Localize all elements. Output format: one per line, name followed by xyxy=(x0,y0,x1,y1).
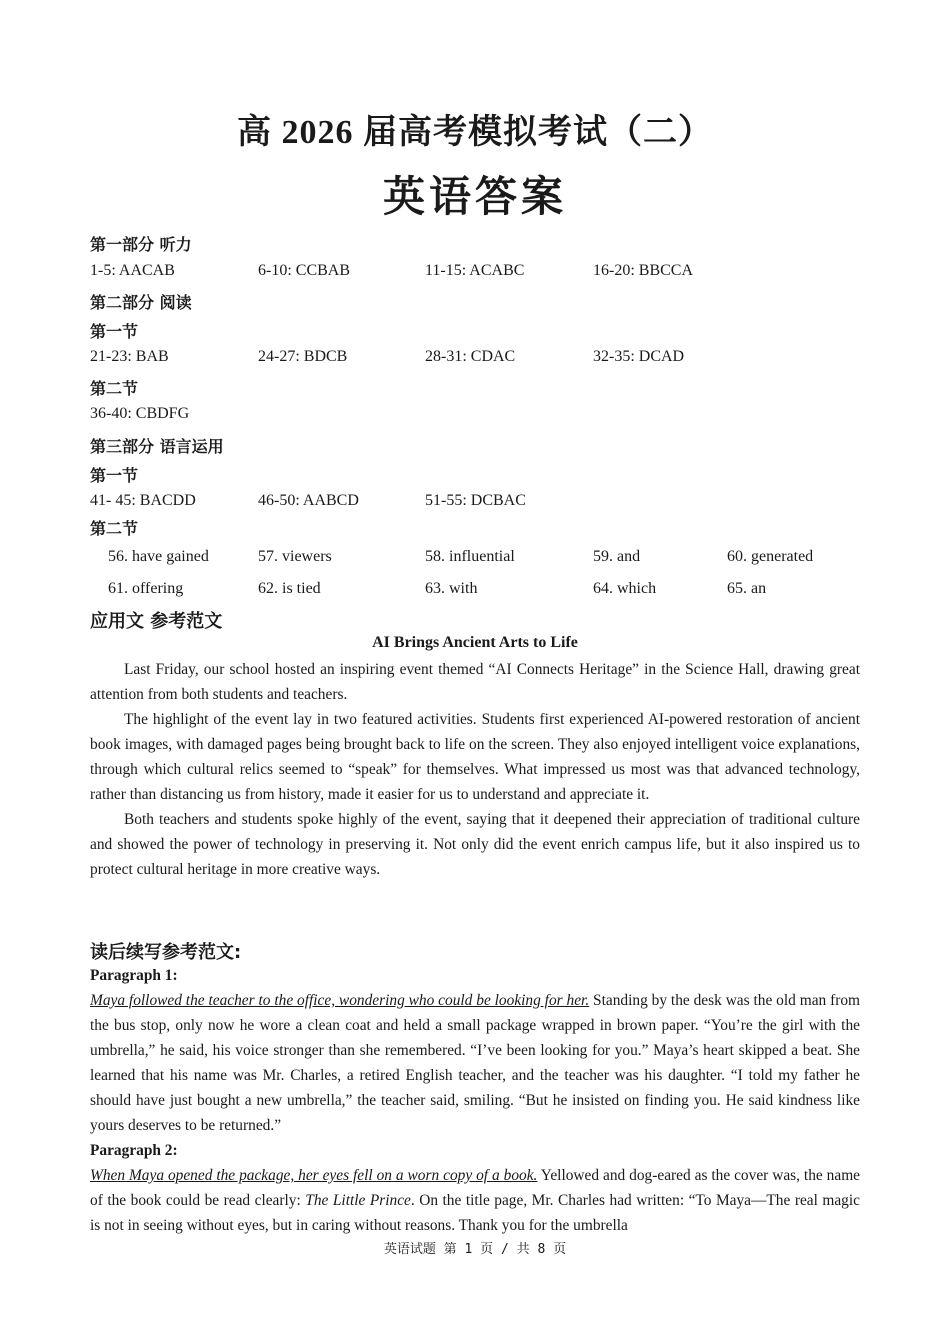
essay-title: AI Brings Ancient Arts to Life xyxy=(372,634,578,651)
answer-group: 46-50: AABCD xyxy=(258,492,359,509)
part2-section1-answer-row xyxy=(0,348,950,372)
fill-blank-answer: 63. with xyxy=(425,580,478,597)
essay-paragraph: The highlight of the event lay in two featured activities. Students first experienced AI-powered restoration of ancient book images, with damaged pages being brought back to life on the screen. They also enjoyed intelligent voice explanations, through which cultural relics seemed to “speak” for themselves. What impressed us most was that advanced technology, rather than distancing us from history, made it easier for us to understand and appreciate it. xyxy=(90,711,860,803)
answer-group: 1-5: AACAB xyxy=(90,262,175,279)
answer-group: 21-23: BAB xyxy=(90,348,169,365)
part2-section2-answer-row xyxy=(0,405,950,429)
fill-blank-answer: 65. an xyxy=(727,580,767,597)
part1-heading: 第一部分 听力 xyxy=(90,235,192,254)
paragraph-label: Paragraph 1: xyxy=(90,967,178,984)
fill-blank-row-1 xyxy=(0,548,950,572)
answer-group: 6-10: CCBAB xyxy=(258,262,351,279)
fill-blank-answer: 57. viewers xyxy=(258,548,332,565)
paragraph-text: Standing by the desk was the old man from the bus stop, only now he wore a clean coat and held a small package wrapped in brown paper. “You’re the girl with the umbrella,” he said, his voice stronger than she remembered. “I’ve been looking for you.” Maya’s heart skipped a beat. She learned that his name was Mr. Charles, a retired English teacher, and the teacher was his daughter. “I told my father he should have just bought a new umbrella,” the teacher said, smiling. “But he insisted on finding you. He said kindness like yours deserves to be returned.” xyxy=(90,992,861,1134)
part1-answer-row xyxy=(0,262,950,286)
continuation-paragraph-2 xyxy=(90,1163,860,1238)
fill-blank-answer: 56. have gained xyxy=(108,548,209,565)
answer-group: 41- 45: BACDD xyxy=(90,492,196,509)
part2-section1-heading: 第一节 xyxy=(90,322,139,341)
answer-group: 28-31: CDAC xyxy=(425,348,516,365)
paragraph-label: Paragraph 2: xyxy=(90,1142,178,1159)
continuation-paragraph-1 xyxy=(90,988,860,1138)
fill-blank-answer: 58. influential xyxy=(425,548,515,565)
fill-blank-answer: 64. which xyxy=(593,580,657,597)
answer-group: 51-55: DCBAC xyxy=(425,492,526,509)
essay-paragraph: Both teachers and students spoke highly of the event, saying that it deepened their appreciation of traditional culture and showed the power of technology in preserving it. Not only did the event enrich campus life, but it also inspired us to protect cultural heritage in more creative ways. xyxy=(90,811,860,878)
paragraph-text: . On the title page, Mr. Charles had written: “To Maya—The real magic is not in seeing without eyes, but in caring without reasons. Thank you for the umbrella xyxy=(90,1192,860,1234)
fill-blank-row-2 xyxy=(0,580,950,604)
paragraph-text: Yellowed and dog-eared as the cover was, the name of the book could be read clearly: xyxy=(90,1167,860,1209)
part3-section1-heading: 第一节 xyxy=(90,466,139,485)
book-title: The Little Prince xyxy=(305,1192,411,1209)
continuation-heading: 读后续写参考范文: xyxy=(90,942,242,963)
part2-section2-heading: 第二节 xyxy=(90,379,139,398)
part3-section1-answer-row xyxy=(0,492,950,516)
given-opening-sentence: When Maya opened the package, her eyes fell on a worn copy of a book. xyxy=(90,1167,538,1184)
part3-heading: 第三部分 语言运用 xyxy=(90,437,224,456)
essay-paragraph: Last Friday, our school hosted an inspiring event themed “AI Connects Heritage” in the Science Hall, drawing great attention from both students and teachers. xyxy=(90,661,860,703)
continuation-body xyxy=(90,963,860,1238)
part3-section2-heading: 第二节 xyxy=(90,519,139,538)
answer-group: 36-40: CBDFG xyxy=(90,405,190,422)
essay-body xyxy=(90,657,860,882)
answer-group: 16-20: BBCCA xyxy=(593,262,694,279)
fill-blank-answer: 59. and xyxy=(593,548,641,565)
page-subtitle: 英语答案 xyxy=(382,172,567,221)
fill-blank-answer: 61. offering xyxy=(108,580,184,597)
given-opening-sentence: Maya followed the teacher to the office, wondering who could be looking for her. xyxy=(90,992,590,1009)
answer-group: 11-15: ACABC xyxy=(425,262,525,279)
answer-group: 32-35: DCAD xyxy=(593,348,685,365)
answer-group: 24-27: BDCB xyxy=(258,348,348,365)
page-footer: 英语试题 第 1 页 / 共 8 页 xyxy=(383,1242,567,1257)
part2-heading: 第二部分 阅读 xyxy=(90,293,192,312)
fill-blank-answer: 60. generated xyxy=(727,548,814,565)
page-title: 高 2026 届高考模拟考试（二） xyxy=(237,114,713,151)
writing-heading: 应用文 参考范文 xyxy=(90,611,223,632)
fill-blank-answer: 62. is tied xyxy=(258,580,321,597)
